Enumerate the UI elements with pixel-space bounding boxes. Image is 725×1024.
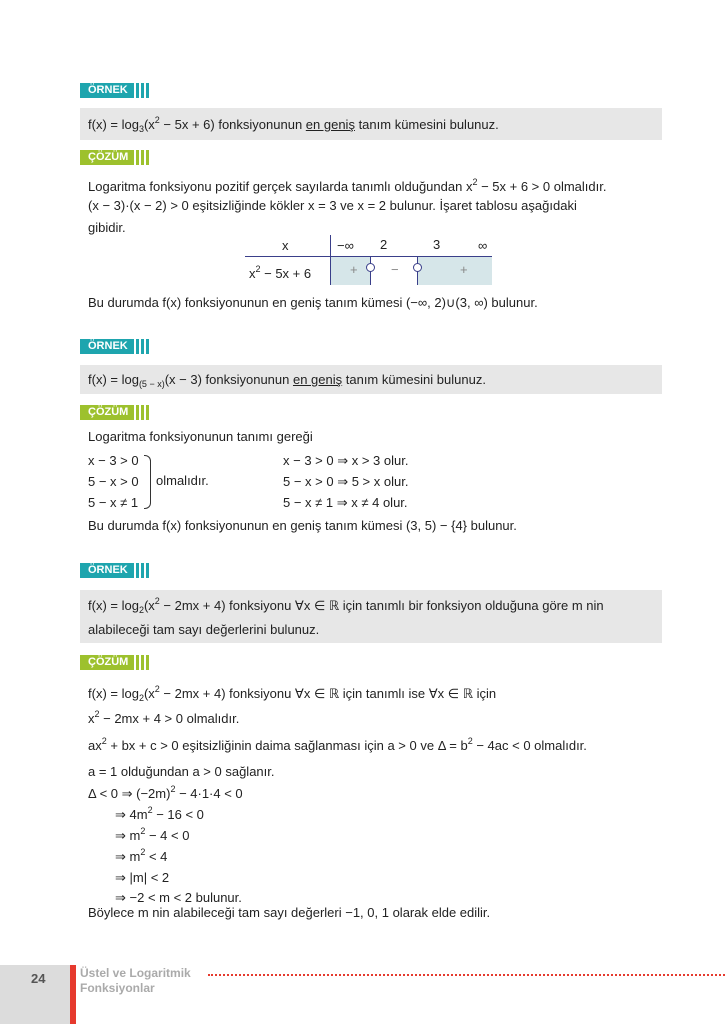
result: x − 3 > 0 ⇒ x > 3 olur.: [283, 453, 409, 468]
example-badge: ÖRNEK: [80, 339, 157, 354]
solution-line: [88, 198, 577, 214]
solution-line: [115, 828, 189, 844]
text-segment: ax: [88, 738, 102, 753]
solution-line: [115, 807, 204, 823]
text-segment: ⇒ |m| < 2: [115, 870, 170, 885]
page-number-box: [0, 965, 70, 1024]
text-segment: − 2mx + 4 > 0 olmalıdır.: [99, 711, 240, 726]
subscript: (5 − x): [138, 379, 165, 389]
solution-line: [88, 686, 496, 702]
chapter-title: Fonksiyonlar: [80, 981, 155, 995]
solution-line: [88, 738, 587, 754]
solution-badge: ÇÖZÜM: [80, 405, 157, 420]
text-segment: Logaritma fonksiyonu pozitif gerçek sayılarda tanımlı olduğundan x: [88, 179, 473, 194]
superscript: 2: [255, 264, 261, 274]
text-segment: Böylece m nin alabileceği tam sayı değerleri −1, 0, 1 olarak elde edilir.: [88, 905, 491, 920]
text-segment: Bu durumda f(x) fonksiyonunun en geniş tanım kümesi (−∞, 2)∪(3, ∞) bulunur.: [88, 295, 538, 310]
text-segment: (x: [143, 598, 155, 613]
superscript: 2: [94, 709, 100, 719]
superscript: 2: [170, 784, 176, 794]
text-segment: (x: [143, 117, 155, 132]
text-segment: f(x) = log: [88, 686, 139, 701]
condition: 5 − x > 0: [88, 474, 139, 489]
text-segment: − 16 < 0: [152, 807, 204, 822]
text-segment: < 4: [145, 849, 168, 864]
condition: 5 − x ≠ 1: [88, 495, 139, 510]
underlined-text: en geniş: [292, 372, 343, 387]
superscript: 2: [154, 115, 160, 125]
conclusion: [88, 518, 517, 534]
solution-line: [88, 220, 126, 236]
condition: x − 3 > 0: [88, 453, 139, 468]
text-segment: tanım kümesini bulunuz.: [342, 372, 486, 387]
text-segment: a = 1 olduğundan a > 0 sağlanır.: [88, 764, 275, 779]
text-segment: x: [249, 266, 256, 281]
example-badge: ÖRNEK: [80, 563, 157, 578]
solution-badge: ÇÖZÜM: [80, 150, 157, 165]
text-segment: f(x) = log: [88, 117, 139, 132]
solution-line: [115, 870, 169, 886]
text-segment: (x − 3)·(x − 2) > 0 eşitsizliğinde kökler x = 3 ve x = 2 bulunur. İşaret tablosu aşağıdaki: [88, 198, 577, 213]
solution-line: [115, 890, 242, 906]
solution-badge: ÇÖZÜM: [80, 655, 157, 670]
text-segment: − 4·1·4 < 0: [175, 786, 243, 801]
text-segment: − 5x + 6 > 0 olmalıdır.: [477, 179, 607, 194]
result: 5 − x ≠ 1 ⇒ x ≠ 4 olur.: [283, 495, 408, 510]
text-segment: Δ < 0 ⇒ (−2m): [88, 786, 171, 801]
text-segment: − 4ac < 0 olmalıdır.: [472, 738, 587, 753]
solution-line: [88, 786, 243, 802]
text-segment: − 5x + 6) fonksiyonunun: [159, 117, 306, 132]
solution-line: [88, 764, 275, 780]
text-segment: + bx + c > 0 eşitsizliğinin daima sağlanması için a > 0 ve Δ = b: [106, 738, 468, 753]
text-segment: − 4 < 0: [145, 828, 190, 843]
question-box: [80, 108, 662, 140]
text-segment: ⇒ m: [115, 828, 141, 843]
final-answer: [88, 905, 490, 921]
condition-suffix: olmalıdır.: [156, 473, 209, 488]
text-segment: − 5x + 6: [260, 266, 312, 281]
superscript: 2: [140, 847, 146, 857]
footer-dotted-rule: [208, 974, 725, 976]
subscript: 3: [138, 124, 144, 134]
footer-accent-bar: [70, 965, 76, 1024]
question-text: [88, 372, 486, 387]
text-segment: ⇒ −2 < m < 2 bulunur.: [115, 890, 242, 905]
superscript: 2: [154, 684, 160, 694]
text-segment: alabileceği tam sayı değerlerini bulunuz.: [88, 622, 320, 637]
superscript: 2: [154, 596, 160, 606]
text-segment: f(x) = log: [88, 372, 139, 387]
text-segment: f(x) = log: [88, 598, 139, 613]
text-segment: − 2mx + 4) fonksiyonu ∀x ∈ ℝ için tanımlı bir fonksiyon olduğuna göre m nin: [159, 598, 604, 613]
solution-line: [115, 849, 167, 865]
question-box: [80, 590, 662, 643]
superscript: 2: [147, 805, 153, 815]
solution-line: [88, 711, 239, 727]
result: 5 − x > 0 ⇒ 5 > x olur.: [283, 474, 409, 489]
subscript: 2: [138, 693, 144, 703]
text-segment: tanım kümesini bulunuz.: [354, 117, 499, 132]
chapter-title: Üstel ve Logaritmik: [80, 966, 191, 980]
text-segment: ⇒ m: [115, 849, 141, 864]
subscript: 2: [138, 605, 144, 615]
superscript: 2: [140, 826, 146, 836]
superscript: 2: [472, 177, 478, 187]
question-text: [88, 622, 319, 637]
superscript: 2: [101, 736, 107, 746]
text-segment: x: [88, 711, 95, 726]
text-segment: gibidir.: [88, 220, 126, 235]
text-segment: Bu durumda f(x) fonksiyonunun en geniş tanım kümesi (3, 5) − {4} bulunur.: [88, 518, 517, 533]
text-segment: (x: [143, 686, 155, 701]
text-segment: − 2mx + 4) fonksiyonu ∀x ∈ ℝ için tanımlı ise ∀x ∈ ℝ için: [159, 686, 497, 701]
question-text: [88, 598, 604, 614]
brace: [144, 455, 151, 509]
superscript: 2: [467, 736, 473, 746]
example-badge: ÖRNEK: [80, 83, 157, 98]
conclusion: [88, 295, 538, 311]
page-number: 24: [31, 971, 46, 986]
solution-line: [88, 179, 606, 195]
text-segment: (x − 3) fonksiyonunun: [164, 372, 293, 387]
sign-table: x $x^2 - 5x + 6$ −∞ 2 3 ∞ + − +: [245, 235, 492, 285]
text-segment: ⇒ 4m: [115, 807, 148, 822]
underlined-text: en geniş: [305, 117, 355, 132]
question-box: [80, 365, 662, 394]
solution-line: Logaritma fonksiyonunun tanımı gereği: [88, 429, 313, 444]
question-text: [88, 117, 499, 132]
